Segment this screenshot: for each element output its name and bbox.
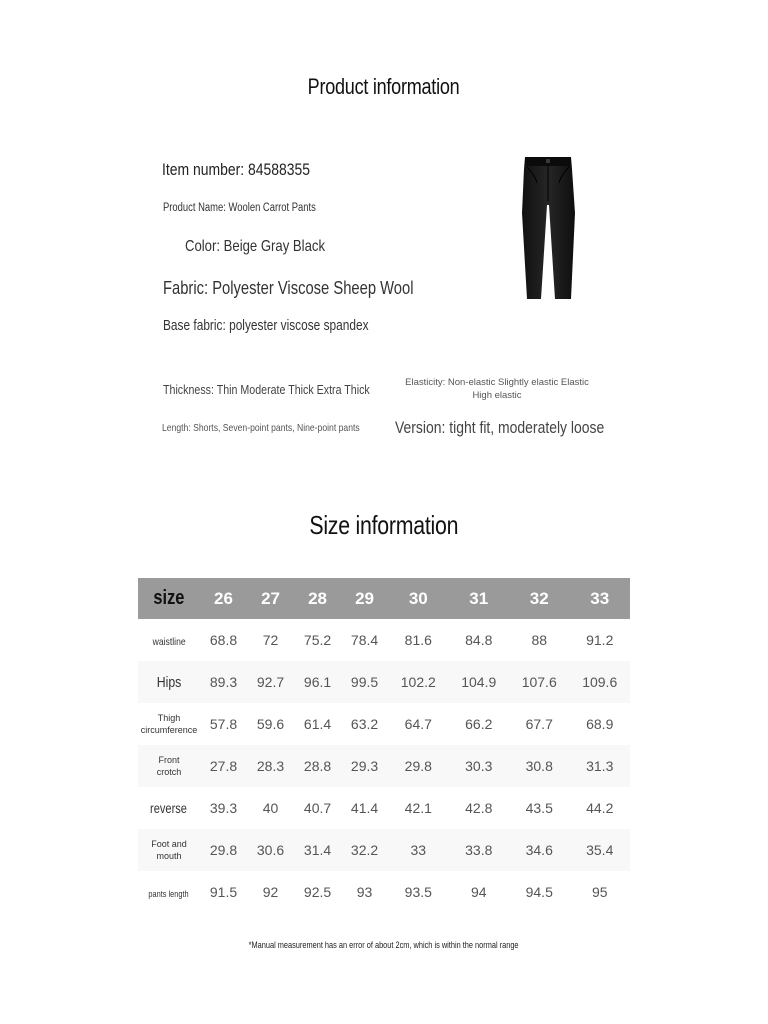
table-cell: 43.5 (525, 800, 553, 816)
table-cell: 102.2 (400, 674, 436, 690)
table-row (138, 787, 630, 829)
table-cell: 32.2 (350, 842, 379, 858)
table-cell: 42.8 (465, 800, 493, 816)
table-cell: 81.6 (404, 632, 432, 648)
table-cell: 109.6 (582, 674, 618, 690)
table-cell: 63.2 (350, 716, 379, 732)
table-cell: 41.4 (350, 800, 379, 816)
table-cell: 88 (531, 632, 548, 648)
table-cell: 75.2 (303, 632, 332, 648)
table-cell: 96.1 (303, 674, 332, 690)
table-cell: 99.5 (350, 674, 379, 690)
table-cell: 35.4 (586, 842, 614, 858)
product-length: Length: Shorts, Seven-point pants, Nine-point pants (162, 422, 360, 434)
table-cell: 84.8 (465, 632, 493, 648)
table-cell: 92.5 (303, 884, 332, 900)
row-label: pants length (148, 889, 190, 899)
pants-product-image (519, 153, 577, 301)
product-version: Version: tight fit, moderately loose (395, 418, 605, 437)
table-cell: 93.5 (404, 884, 432, 900)
product-elasticity: Elasticity: Non-elastic Slightly elastic Elastic High elastic (405, 377, 589, 401)
table-cell: 107.6 (521, 674, 557, 690)
table-cell: 67.7 (525, 716, 553, 732)
table-cell: 27.8 (209, 758, 238, 774)
size-header-cell: 29 (355, 588, 375, 608)
product-name: Product Name: Woolen Carrot Pants (163, 202, 316, 214)
product-fabric: Fabric: Polyester Viscose Sheep Wool (163, 278, 414, 298)
size-info-title: Size information (309, 510, 459, 540)
table-cell: 57.8 (209, 716, 238, 732)
table-cell: 91.2 (586, 632, 614, 648)
measurement-footnote: *Manual measurement has an error of about 2cm, which is within the normal range (249, 940, 519, 950)
product-info-title: Product information (308, 74, 460, 99)
size-header-cell: 28 (308, 588, 327, 608)
table-cell: 28.3 (256, 758, 285, 774)
table-cell: 30.6 (256, 842, 285, 858)
table-cell: 64.7 (404, 716, 432, 732)
table-cell: 59.6 (256, 716, 285, 732)
table-cell: 78.4 (350, 632, 379, 648)
size-header-cell: 30 (408, 588, 428, 608)
table-cell: 93 (356, 884, 373, 900)
product-color: Color: Beige Gray Black (185, 238, 326, 255)
size-header-cell: 26 (214, 588, 233, 608)
table-cell: 66.2 (465, 716, 493, 732)
table-cell: 29.3 (350, 758, 379, 774)
product-base-fabric: Base fabric: polyester viscose spandex (163, 318, 369, 334)
table-cell: 30.8 (525, 758, 553, 774)
row-label: Hips (156, 673, 182, 691)
table-cell: 33.8 (465, 842, 493, 858)
size-header-cell: 31 (469, 588, 489, 608)
table-row (138, 829, 630, 871)
row-label: reverse (150, 801, 188, 816)
table-cell: 44.2 (586, 800, 614, 816)
table-row (138, 661, 630, 703)
table-cell: 92.7 (256, 674, 285, 690)
table-cell: 29.8 (404, 758, 432, 774)
size-header-row (138, 578, 630, 619)
size-table (138, 578, 630, 913)
table-row (138, 871, 630, 913)
table-cell: 33 (410, 842, 427, 858)
table-cell: 34.6 (525, 842, 553, 858)
size-header-cell: 33 (590, 588, 610, 608)
table-cell: 29.8 (209, 842, 238, 858)
table-cell: 31.4 (303, 842, 332, 858)
product-thickness: Thickness: Thin Moderate Thick Extra Thick (163, 382, 370, 397)
row-label: Foot and mouth (151, 839, 187, 861)
table-cell: 91.5 (209, 884, 238, 900)
table-cell: 92 (262, 884, 279, 900)
table-cell: 95 (591, 884, 608, 900)
table-cell: 39.3 (209, 800, 238, 816)
table-cell: 61.4 (303, 716, 332, 732)
table-cell: 104.9 (461, 674, 497, 690)
row-label: Front crotch (156, 755, 182, 777)
row-label: Thigh circumference (140, 713, 198, 735)
row-label: waistline (152, 636, 186, 648)
item-number: Item number: 84588355 (162, 160, 311, 179)
table-cell: 30.3 (465, 758, 493, 774)
table-row (138, 619, 630, 661)
table-row (138, 745, 630, 787)
table-cell: 72 (262, 632, 279, 648)
table-row (138, 703, 630, 745)
size-header-cell: 27 (261, 588, 280, 608)
table-cell: 31.3 (586, 758, 614, 774)
pants-button (546, 159, 550, 163)
table-cell: 89.3 (209, 674, 238, 690)
table-cell: 68.9 (586, 716, 614, 732)
table-cell: 94 (470, 884, 487, 900)
size-header-cell: 32 (529, 588, 549, 608)
table-cell: 42.1 (404, 800, 432, 816)
table-cell: 28.8 (303, 758, 332, 774)
table-cell: 40.7 (303, 800, 332, 816)
size-header-label: size (153, 587, 185, 609)
table-cell: 40 (262, 800, 279, 816)
table-cell: 94.5 (525, 884, 553, 900)
table-cell: 68.8 (209, 632, 238, 648)
